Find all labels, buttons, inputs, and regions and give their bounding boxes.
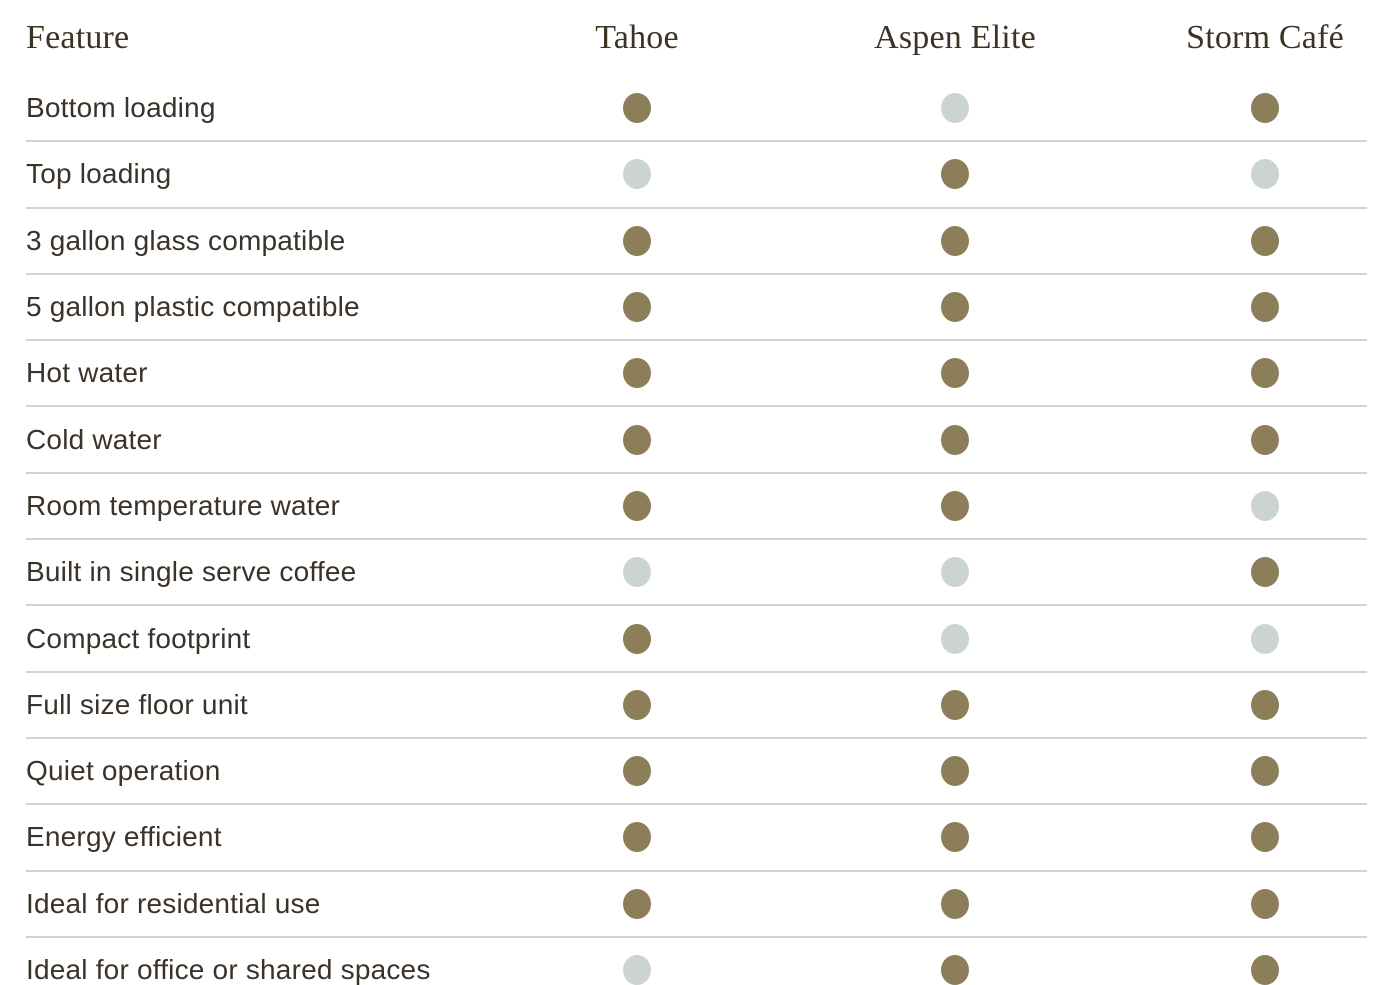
feature-yes-dot-storm-cafe <box>1251 756 1279 786</box>
table-row <box>26 275 1367 341</box>
feature-yes-dot-storm-cafe <box>1251 226 1279 256</box>
feature-no-dot-storm-cafe <box>1251 491 1279 521</box>
table-row <box>26 606 1367 672</box>
feature-no-dot-tahoe <box>623 955 651 985</box>
feature-yes-dot-storm-cafe <box>1251 292 1279 322</box>
table-row <box>26 938 1367 985</box>
feature-yes-dot-aspen-elite <box>941 226 969 256</box>
feature-label: 5 gallon plastic compatible <box>26 291 360 323</box>
feature-label: Energy efficient <box>26 821 222 853</box>
table-row <box>26 739 1367 805</box>
feature-yes-dot-storm-cafe <box>1251 955 1279 985</box>
feature-no-dot-storm-cafe <box>1251 159 1279 189</box>
table-row <box>26 805 1367 871</box>
feature-yes-dot-aspen-elite <box>941 690 969 720</box>
feature-yes-dot-storm-cafe <box>1251 93 1279 123</box>
table-row <box>26 872 1367 938</box>
feature-yes-dot-aspen-elite <box>941 955 969 985</box>
feature-yes-dot-tahoe <box>623 690 651 720</box>
table-row <box>26 76 1367 142</box>
feature-yes-dot-aspen-elite <box>941 358 969 388</box>
feature-label: Bottom loading <box>26 92 216 124</box>
feature-yes-dot-tahoe <box>623 889 651 919</box>
feature-label: Ideal for office or shared spaces <box>26 954 431 985</box>
table-row <box>26 673 1367 739</box>
header-product-tahoe: Tahoe <box>595 19 679 56</box>
feature-label: Cold water <box>26 423 162 455</box>
feature-label: 3 gallon glass compatible <box>26 224 346 256</box>
header-product-aspen-elite: Aspen Elite <box>874 19 1036 56</box>
table-row <box>26 540 1367 606</box>
table-row <box>26 341 1367 407</box>
feature-yes-dot-aspen-elite <box>941 491 969 521</box>
feature-yes-dot-storm-cafe <box>1251 358 1279 388</box>
feature-no-dot-tahoe <box>623 159 651 189</box>
table-row <box>26 209 1367 275</box>
feature-yes-dot-aspen-elite <box>941 425 969 455</box>
feature-yes-dot-tahoe <box>623 756 651 786</box>
feature-yes-dot-storm-cafe <box>1251 690 1279 720</box>
feature-yes-dot-storm-cafe <box>1251 889 1279 919</box>
feature-yes-dot-aspen-elite <box>941 159 969 189</box>
table-row <box>26 407 1367 473</box>
feature-no-dot-aspen-elite <box>941 93 969 123</box>
feature-yes-dot-aspen-elite <box>941 756 969 786</box>
feature-yes-dot-tahoe <box>623 425 651 455</box>
feature-yes-dot-storm-cafe <box>1251 425 1279 455</box>
feature-no-dot-aspen-elite <box>941 557 969 587</box>
feature-label: Ideal for residential use <box>26 887 321 919</box>
feature-label: Room temperature water <box>26 489 341 521</box>
table-row <box>26 142 1367 208</box>
feature-yes-dot-tahoe <box>623 491 651 521</box>
header-feature: Feature <box>26 19 130 56</box>
feature-yes-dot-aspen-elite <box>941 889 969 919</box>
feature-label: Compact footprint <box>26 622 251 654</box>
feature-no-dot-storm-cafe <box>1251 624 1279 654</box>
feature-no-dot-tahoe <box>623 557 651 587</box>
feature-yes-dot-tahoe <box>623 93 651 123</box>
table-body <box>26 76 1367 985</box>
feature-label: Built in single serve coffee <box>26 556 357 588</box>
feature-yes-dot-storm-cafe <box>1251 822 1279 852</box>
feature-label: Hot water <box>26 357 148 389</box>
feature-label: Top loading <box>26 158 172 190</box>
feature-yes-dot-storm-cafe <box>1251 557 1279 587</box>
header-product-storm-cafe: Storm Café <box>1186 19 1344 56</box>
feature-yes-dot-tahoe <box>623 292 651 322</box>
feature-yes-dot-aspen-elite <box>941 822 969 852</box>
table-row <box>26 474 1367 540</box>
feature-label: Full size floor unit <box>26 688 248 720</box>
feature-label: Quiet operation <box>26 755 221 787</box>
feature-yes-dot-tahoe <box>623 624 651 654</box>
feature-yes-dot-tahoe <box>623 358 651 388</box>
feature-yes-dot-tahoe <box>623 822 651 852</box>
table-header-row <box>26 0 1367 76</box>
feature-yes-dot-aspen-elite <box>941 292 969 322</box>
feature-yes-dot-tahoe <box>623 226 651 256</box>
feature-no-dot-aspen-elite <box>941 624 969 654</box>
